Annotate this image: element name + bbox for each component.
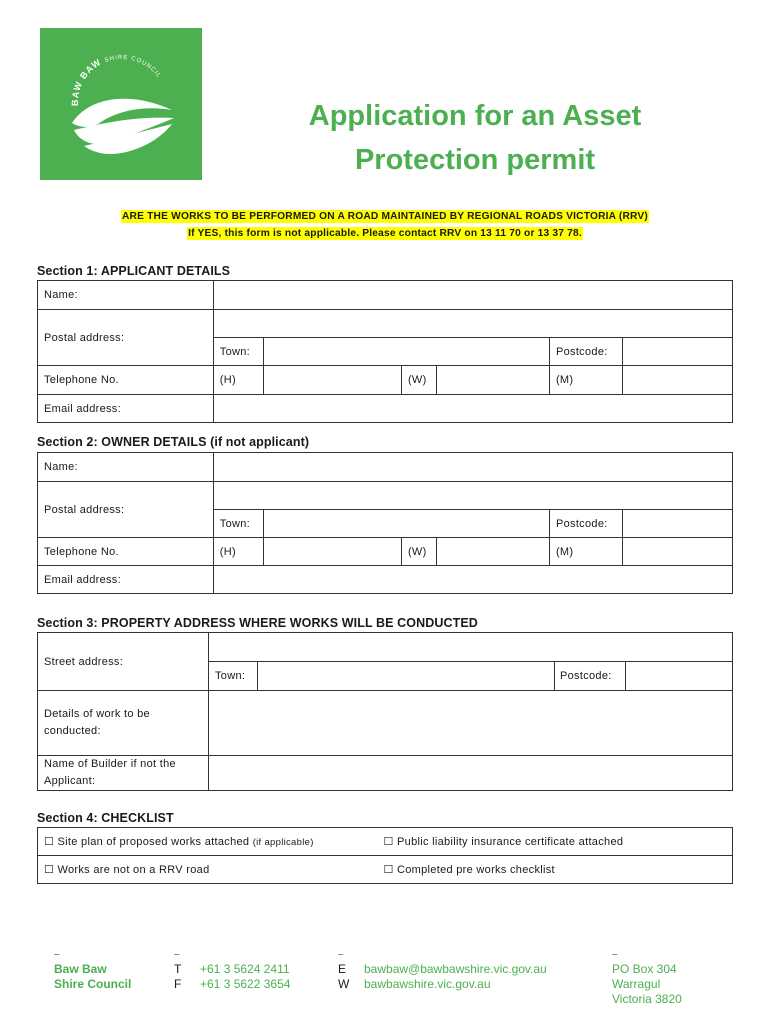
applicant-town-field[interactable]	[264, 338, 550, 366]
applicant-name-field[interactable]	[213, 281, 732, 310]
section-4-heading: Section 4: CHECKLIST	[37, 811, 174, 825]
telephone-label: Telephone No.	[38, 538, 214, 566]
footer-phone-values	[200, 950, 290, 992]
section-1-heading: Section 1: APPLICANT DETAILS	[37, 264, 231, 278]
property-postcode-field[interactable]	[625, 662, 732, 690]
svg-text:BAW BAW SHIRE COUNCIL: BAW BAW SHIRE COUNCIL	[69, 54, 162, 107]
checklist-item-not-rrv[interactable]: ☐ Works are not on a RRV road	[38, 856, 378, 884]
footer-phone-letters: – T F	[174, 949, 182, 991]
applicant-postcode-field[interactable]	[622, 338, 732, 366]
applicant-email-field[interactable]	[213, 395, 732, 423]
section-2-heading: Section 2: OWNER DETAILS (if not applicant)	[37, 435, 310, 449]
town-label: Town:	[213, 338, 263, 366]
footer-web-values	[364, 950, 547, 992]
baw-baw-logo-icon	[40, 28, 202, 180]
property-address-table	[37, 632, 733, 791]
section-3-heading: Section 3: PROPERTY ADDRESS WHERE WORKS WILL BE CONDUCTED	[37, 616, 478, 630]
home-phone-label: (H)	[213, 538, 263, 566]
checklist-item-pre-works[interactable]: ☐ Completed pre works checklist	[378, 856, 733, 884]
postcode-label: Postcode:	[554, 662, 625, 690]
town-label: Town:	[209, 662, 258, 691]
footer-web-letters: – E W	[338, 949, 350, 991]
mobile-phone-label: (M)	[549, 366, 622, 395]
footer-org: – Baw Baw Shire Council	[54, 949, 132, 991]
builder-label: Name of Builder if not the Applicant:	[38, 756, 209, 791]
checklist-item-insurance[interactable]: ☐ Public liability insurance certificate attached	[378, 828, 733, 856]
footer-telephone[interactable]: +61 3 5624 2411	[200, 962, 290, 976]
property-town-field[interactable]	[258, 662, 555, 691]
telephone-label: Telephone No.	[38, 366, 214, 395]
owner-postal-field[interactable]	[213, 482, 732, 510]
street-address-field[interactable]	[209, 633, 733, 662]
page-title: Application for an Asset Protection permit	[308, 100, 642, 176]
postcode-label: Postcode:	[549, 338, 622, 366]
owner-name-field[interactable]	[213, 453, 732, 482]
owner-details-table	[37, 452, 733, 594]
footer-email-link[interactable]: bawbaw@bawbawshire.vic.gov.au	[364, 962, 547, 976]
applicant-mobile-phone-field[interactable]	[622, 366, 732, 395]
email-label: Email address:	[38, 566, 214, 594]
postcode-label: Postcode:	[549, 510, 622, 538]
owner-mobile-phone-field[interactable]	[622, 538, 732, 566]
owner-town-field[interactable]	[264, 510, 550, 538]
name-label: Name:	[38, 281, 214, 310]
footer-fax: +61 3 5622 3654	[200, 977, 291, 991]
mobile-phone-label: (M)	[549, 538, 622, 566]
owner-work-phone-field[interactable]	[436, 538, 549, 566]
applicant-details-table	[37, 280, 733, 423]
council-logo	[40, 28, 202, 180]
checklist-table	[37, 827, 733, 884]
town-label: Town:	[213, 510, 263, 538]
name-label: Name:	[38, 453, 214, 482]
postal-label: Postal address:	[38, 482, 214, 538]
notice-line-1: ARE THE WORKS TO BE PERFORMED ON A ROAD MAINTAINED BY REGIONAL ROADS VICTORIA (RRV)	[122, 211, 648, 222]
owner-email-field[interactable]	[213, 566, 732, 594]
owner-postcode-field[interactable]	[622, 510, 732, 538]
work-details-field[interactable]	[209, 691, 733, 756]
work-phone-label: (W)	[401, 366, 436, 395]
home-phone-label: (H)	[213, 366, 263, 395]
applicant-home-phone-field[interactable]	[264, 366, 402, 395]
street-label: Street address:	[38, 633, 209, 691]
builder-name-field[interactable]	[209, 756, 733, 791]
applicant-postal-field[interactable]	[213, 310, 732, 338]
notice-line-2: If YES, this form is not applicable. Please contact RRV on 13 11 70 or 13 37 78.	[188, 228, 582, 239]
checklist-item-site-plan[interactable]: ☐ Site plan of proposed works attached (if applicable)	[38, 828, 378, 856]
owner-home-phone-field[interactable]	[264, 538, 402, 566]
footer-address: – PO Box 304 Warragul Victoria 3820	[612, 949, 682, 1006]
rrv-notice	[0, 208, 770, 242]
email-label: Email address:	[38, 395, 214, 423]
applicant-work-phone-field[interactable]	[436, 366, 549, 395]
work-phone-label: (W)	[401, 538, 436, 566]
footer-website-link[interactable]: bawbawshire.vic.gov.au	[364, 977, 491, 991]
details-label: Details of work to be conducted:	[38, 691, 209, 756]
postal-label: Postal address:	[38, 310, 214, 366]
